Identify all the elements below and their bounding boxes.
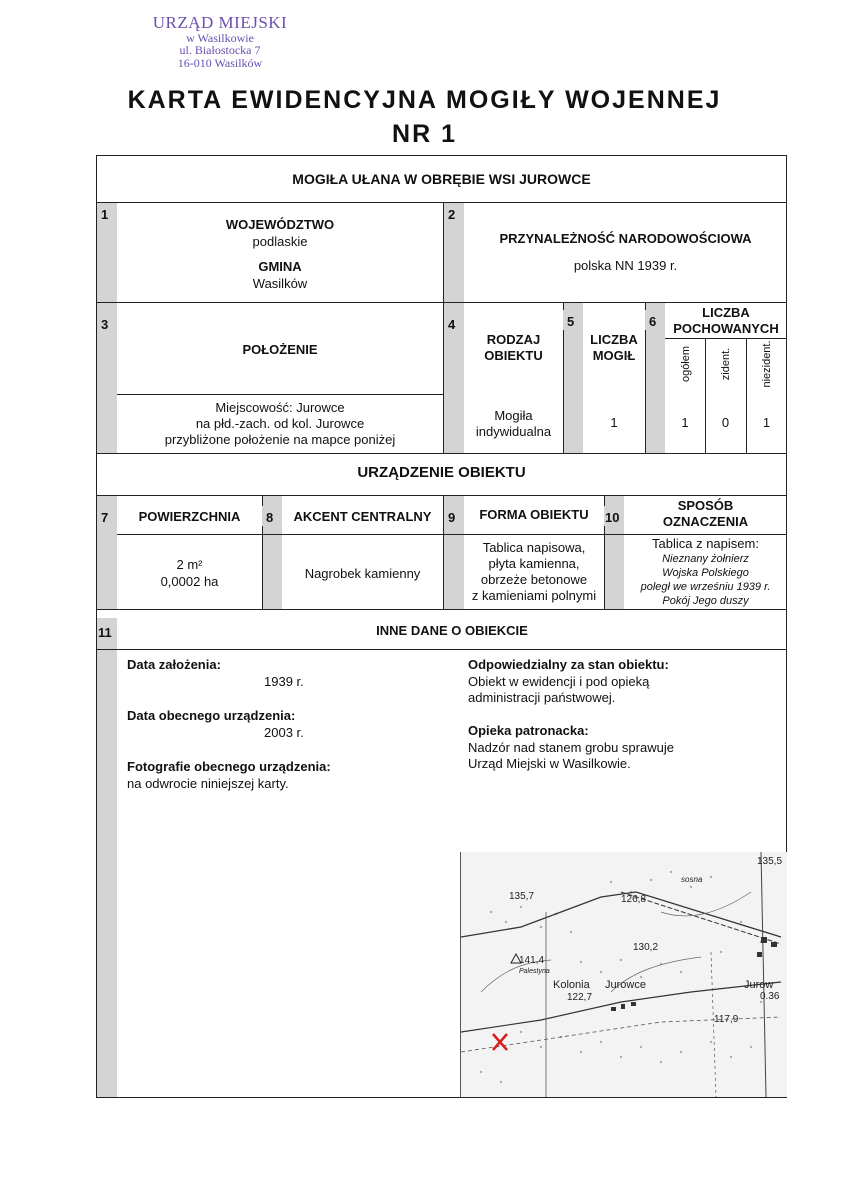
- field-number: 2: [444, 203, 464, 223]
- central-accent-value: Nagrobek kamienny: [304, 566, 421, 581]
- graves-count-label-2: MOGIŁ: [592, 348, 636, 363]
- nationality-value: polska NN 1939 r.: [573, 258, 678, 273]
- svg-text:Palestyna: Palestyna: [519, 968, 550, 975]
- svg-text:126,8: 126,8: [621, 894, 647, 905]
- field-number: 5: [563, 310, 583, 330]
- responsible-value-2: administracji państwowej.: [468, 690, 616, 705]
- object-type-value-2: indywidualna: [475, 424, 552, 439]
- central-accent-label: AKCENT CENTRALNY: [293, 509, 432, 524]
- column-identified-label: zident.: [720, 347, 732, 381]
- svg-text:Kolonia: Kolonia: [553, 979, 590, 991]
- object-type-label-1: RODZAJ: [486, 332, 541, 347]
- field-number: 4: [444, 313, 464, 333]
- location-label: POŁOŻENIE: [242, 342, 318, 357]
- row-divider: [96, 495, 787, 496]
- field-number: 8: [262, 506, 282, 526]
- photos-value: na odwrocie niniejszej karty.: [127, 776, 289, 791]
- row-divider: [117, 394, 444, 395]
- patronage-value-2: Urząd Miejski w Wasilkowie.: [468, 756, 631, 771]
- svg-text:130,2: 130,2: [633, 942, 659, 953]
- buried-identified-value: 0: [721, 415, 730, 430]
- nationality-label: PRZYNALEŻNOŚĆ NARODOWOŚCIOWA: [499, 231, 752, 246]
- location-value-1: Miejscowość: Jurowce: [215, 400, 345, 415]
- row-divider: [96, 453, 787, 454]
- location-map: [460, 852, 787, 1097]
- document-number: NR 1: [392, 120, 457, 148]
- row-divider: [96, 202, 787, 203]
- stamp-line-1: URZĄD MIEJSKI: [152, 13, 288, 32]
- inscription-line-1: Nieznany żołnierz: [662, 553, 749, 565]
- office-stamp: [105, 14, 335, 70]
- voivodeship-value: podlaskie: [252, 234, 308, 249]
- marking-method-label-1: SPOSÓB: [677, 498, 734, 513]
- column-total-label: ogółem: [680, 345, 692, 383]
- photos-label: Fotografie obecnego urządzenia:: [127, 759, 331, 774]
- field-number: 7: [97, 506, 117, 526]
- buried-count-label-2: POCHOWANYCH: [673, 321, 779, 336]
- row-divider: [96, 649, 787, 650]
- document-title: KARTA EWIDENCYJNA MOGIŁY WOJENNEJ: [127, 86, 722, 114]
- column-divider: [746, 338, 747, 453]
- topographic-map: [461, 852, 787, 1097]
- stamp-line-4: 16-010 Wasilków: [177, 56, 263, 71]
- field-number: 6: [645, 310, 665, 330]
- field-number: 1: [97, 203, 117, 223]
- marking-method-label-2: OZNACZENIA: [662, 514, 749, 529]
- location-value-2: na płd.-zach. od kol. Jurowce: [195, 416, 365, 431]
- row-divider: [96, 609, 787, 610]
- stamp-line-2: w Wasilkowie: [186, 30, 254, 45]
- responsible-label: Odpowiedzialny za stan obiektu:: [468, 657, 669, 672]
- svg-text:122,7: 122,7: [567, 992, 593, 1003]
- row-divider: [117, 534, 787, 535]
- responsible-value-1: Obiekt w ewidencji i pod opieką: [468, 674, 650, 689]
- svg-text:Jurow: Jurow: [744, 979, 774, 991]
- section-facility-title: URZĄDZENIE OBIEKTU: [357, 464, 526, 481]
- current-facility-date-value: 2003 r.: [264, 725, 304, 740]
- svg-text:135,7: 135,7: [509, 891, 535, 902]
- buried-unidentified-value: 1: [762, 415, 771, 430]
- svg-text:sosna: sosna: [681, 875, 703, 884]
- area-label: POWIERZCHNIA: [138, 509, 241, 524]
- other-data-label: INNE DANE O OBIEKCIE: [376, 623, 528, 638]
- object-form-value-2: płyta kamienna,: [488, 556, 580, 571]
- svg-text:Jurowce: Jurowce: [605, 979, 646, 991]
- founded-value: 1939 r.: [264, 674, 304, 689]
- object-form-value-4: z kamieniami polnymi: [471, 588, 597, 603]
- voivodeship-label: WOJEWÓDZTWO: [225, 217, 335, 232]
- svg-text:117,9: 117,9: [714, 1014, 739, 1025]
- row-divider: [96, 302, 787, 303]
- inscription-line-3: poległ we wrześniu 1939 r.: [640, 581, 771, 593]
- commune-value: Wasilków: [252, 276, 308, 291]
- buried-count-label-1: LICZBA: [702, 305, 750, 320]
- svg-text:0.36: 0.36: [760, 991, 780, 1002]
- area-value-2: 0,0002 ha: [160, 574, 219, 589]
- current-facility-date-label: Data obecnego urządzenia:: [127, 708, 296, 723]
- area-value-1: 2 m²: [176, 557, 203, 572]
- patronage-label: Opieka patronacka:: [468, 723, 589, 738]
- grave-title: MOGIŁA UŁANA W OBRĘBIE WSI JUROWCE: [292, 171, 591, 187]
- stamp-line-3: ul. Białostocka 7: [179, 43, 261, 58]
- field-number: 3: [97, 313, 117, 333]
- object-form-value-3: obrzeże betonowe: [480, 572, 588, 587]
- object-type-value-1: Mogiła: [494, 408, 533, 423]
- inscription-line-4: Pokój Jego duszy: [662, 595, 749, 607]
- founded-label: Data założenia:: [127, 657, 221, 672]
- column-divider: [705, 338, 706, 453]
- object-type-label-2: OBIEKTU: [484, 348, 543, 363]
- graves-count-value: 1: [610, 415, 618, 430]
- column-unidentified-label: niezident.: [761, 340, 773, 388]
- svg-text:141,4: 141,4: [519, 955, 545, 966]
- inscription-line-2: Wojska Polskiego: [662, 567, 749, 579]
- patronage-value-1: Nadzór nad stanem grobu sprawuje: [468, 740, 674, 755]
- object-form-value-1: Tablica napisowa,: [482, 540, 586, 555]
- field-number: 9: [444, 506, 464, 526]
- row-number-bar: [97, 618, 117, 1097]
- object-form-label: FORMA OBIEKTU: [479, 507, 589, 522]
- location-value-3: przybliżone położenie na mapce poniżej: [164, 432, 396, 447]
- field-number: 11: [97, 621, 117, 641]
- marking-method-value-1: Tablica z napisem:: [652, 536, 759, 551]
- buried-total-value: 1: [681, 415, 689, 430]
- graves-count-label-1: LICZBA: [590, 332, 638, 347]
- field-number: 10: [604, 506, 624, 526]
- commune-label: GMINA: [258, 259, 302, 274]
- map-label: 135,5: [757, 856, 783, 867]
